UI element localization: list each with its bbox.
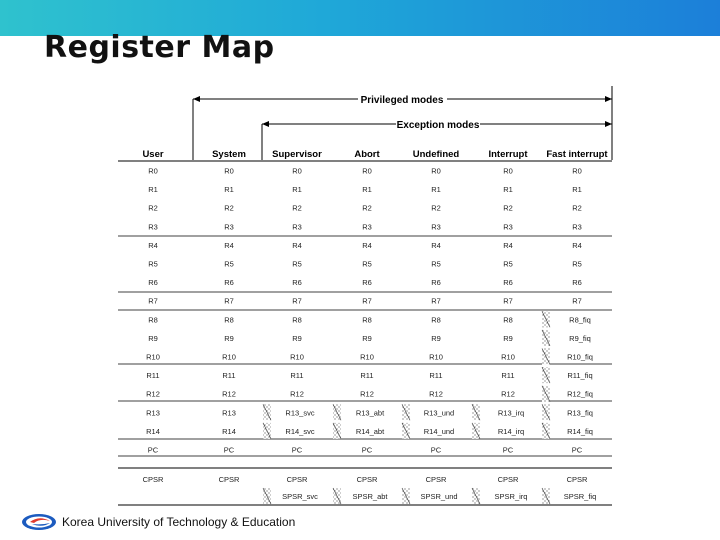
cpsr-cell: CPSR — [142, 475, 164, 484]
university-logo — [20, 512, 58, 537]
register-cell: R12 — [290, 389, 304, 399]
register-cell: R2 — [431, 203, 441, 213]
spsr-cell: SPSR_fiq — [563, 492, 597, 501]
register-cell: R11 — [222, 371, 236, 381]
register-cell: R13_svc — [285, 408, 315, 418]
exception-modes-label: Exception modes — [396, 120, 480, 131]
register-cell: PC — [291, 445, 303, 455]
register-cell: R8 — [224, 315, 234, 325]
register-cell: R0 — [148, 166, 158, 176]
cpsr-cell: CPSR — [356, 475, 378, 484]
column-header: Interrupt — [488, 149, 528, 160]
register-cell: R8 — [292, 315, 302, 325]
register-cell: R3 — [148, 222, 158, 232]
register-cell: R2 — [362, 203, 372, 213]
register-cell: R13 — [222, 408, 236, 418]
register-cell: R10 — [501, 352, 515, 362]
register-cell: R12 — [501, 389, 515, 399]
register-cell: R0 — [224, 166, 234, 176]
cpsr-cell: CPSR — [566, 475, 588, 484]
slide-title: Register Map — [44, 30, 275, 65]
register-cell: R6 — [362, 278, 372, 288]
register-cell: R13_abt — [355, 408, 385, 418]
register-cell: R3 — [503, 222, 513, 232]
register-cell: R5 — [148, 259, 158, 269]
register-cell: R8 — [362, 315, 372, 325]
register-cell: R14_fiq — [567, 426, 593, 436]
register-cell: R0 — [362, 166, 372, 176]
register-cell: PC — [147, 445, 159, 455]
register-cell: R5 — [224, 259, 234, 269]
cpsr-cell: CPSR — [218, 475, 240, 484]
register-cell: R11 — [501, 371, 515, 381]
register-cell: R1 — [292, 185, 302, 195]
register-cell: R2 — [572, 203, 582, 213]
register-cell: R10 — [360, 352, 374, 362]
register-cell: R13_fiq — [567, 408, 593, 418]
column-header: Fast interrupt — [546, 149, 608, 160]
register-cell: R13_und — [423, 408, 455, 418]
register-cell: R6 — [292, 278, 302, 288]
cpsr-cell: CPSR — [497, 475, 519, 484]
register-cell: R4 — [431, 240, 441, 250]
register-cell: R2 — [224, 203, 234, 213]
register-cell: R11 — [290, 371, 304, 381]
register-cell: R7 — [148, 296, 158, 306]
register-cell: R2 — [292, 203, 302, 213]
register-cell: R3 — [362, 222, 372, 232]
register-cell: R1 — [431, 185, 441, 195]
register-cell: R10_fiq — [567, 352, 593, 362]
register-cell: R14 — [146, 426, 160, 436]
register-cell: PC — [223, 445, 235, 455]
register-cell: R10 — [429, 352, 443, 362]
register-cell: R9_fiq — [569, 333, 591, 343]
register-cell: R0 — [503, 166, 513, 176]
register-cell: R12_fiq — [567, 389, 593, 399]
register-cell: R0 — [431, 166, 441, 176]
privileged-modes-label: Privileged modes — [360, 95, 444, 106]
register-cell: R5 — [431, 259, 441, 269]
register-cell: R5 — [362, 259, 372, 269]
register-cell: R9 — [224, 333, 234, 343]
register-cell: R9 — [431, 333, 441, 343]
register-cell: R11 — [360, 371, 374, 381]
register-cell: R4 — [503, 240, 513, 250]
column-header: User — [142, 149, 164, 160]
register-cell: R0 — [292, 166, 302, 176]
column-header: System — [212, 149, 246, 160]
spsr-cell: SPSR_abt — [352, 492, 388, 501]
register-cell: R3 — [292, 222, 302, 232]
register-cell: R0 — [572, 166, 582, 176]
register-cell: R14_und — [423, 426, 455, 436]
register-cell: R3 — [224, 222, 234, 232]
register-cell: R12 — [360, 389, 374, 399]
register-cell: R2 — [148, 203, 158, 213]
register-cell: R10 — [290, 352, 304, 362]
register-cell: R7 — [431, 296, 441, 306]
register-cell: R4 — [572, 240, 582, 250]
register-cell: R2 — [503, 203, 513, 213]
column-header: Supervisor — [272, 149, 322, 160]
register-cell: R11_fiq — [567, 371, 593, 381]
register-cell: R7 — [572, 296, 582, 306]
register-cell: R6 — [503, 278, 513, 288]
register-cell: PC — [430, 445, 442, 455]
register-cell: R7 — [362, 296, 372, 306]
register-cell: R8 — [431, 315, 441, 325]
register-cell: R10 — [222, 352, 236, 362]
register-cell: R5 — [503, 259, 513, 269]
footer-text: Korea University of Technology & Education — [62, 515, 296, 529]
register-cell: R12 — [222, 389, 236, 399]
cpsr-cell: CPSR — [286, 475, 308, 484]
register-cell: R6 — [572, 278, 582, 288]
register-cell: R14 — [222, 426, 236, 436]
register-cell: R12 — [429, 389, 443, 399]
register-cell: R1 — [572, 185, 582, 195]
register-cell: R3 — [431, 222, 441, 232]
register-cell: PC — [502, 445, 514, 455]
register-cell: R1 — [224, 185, 234, 195]
register-cell: R5 — [292, 259, 302, 269]
register-cell: R6 — [148, 278, 158, 288]
register-cell: R7 — [224, 296, 234, 306]
column-header: Abort — [354, 149, 380, 160]
register-cell: R4 — [362, 240, 372, 250]
register-cell: R14_abt — [355, 426, 385, 436]
register-cell: R5 — [572, 259, 582, 269]
register-cell: R1 — [148, 185, 158, 195]
register-cell: R7 — [292, 296, 302, 306]
register-cell: R11 — [429, 371, 443, 381]
register-cell: R4 — [148, 240, 158, 250]
register-cell: R6 — [431, 278, 441, 288]
register-cell: R4 — [292, 240, 302, 250]
register-cell: R1 — [362, 185, 372, 195]
spsr-cell: SPSR_und — [420, 492, 458, 501]
register-cell: R12 — [146, 389, 160, 399]
register-cell: R9 — [292, 333, 302, 343]
column-header: Undefined — [412, 149, 460, 160]
register-cell: R14_irq — [497, 426, 525, 436]
register-cell: R9 — [148, 333, 158, 343]
register-cell: R11 — [146, 371, 160, 381]
register-cell: R13_irq — [497, 408, 525, 418]
register-cell: R9 — [362, 333, 372, 343]
spsr-cell: SPSR_svc — [282, 492, 318, 501]
register-cell: PC — [361, 445, 373, 455]
register-cell: R4 — [224, 240, 234, 250]
register-cell: R1 — [503, 185, 513, 195]
register-cell: R14_svc — [285, 426, 315, 436]
register-cell: R8 — [148, 315, 158, 325]
register-cell: PC — [571, 445, 583, 455]
spsr-cell: SPSR_irq — [494, 492, 528, 501]
register-cell: R3 — [572, 222, 582, 232]
register-cell: R6 — [224, 278, 234, 288]
register-cell: R7 — [503, 296, 513, 306]
register-cell: R13 — [146, 408, 160, 418]
register-cell: R8_fiq — [569, 315, 591, 325]
register-cell: R10 — [146, 352, 160, 362]
register-cell: R8 — [503, 315, 513, 325]
register-cell: R9 — [503, 333, 513, 343]
cpsr-cell: CPSR — [425, 475, 447, 484]
